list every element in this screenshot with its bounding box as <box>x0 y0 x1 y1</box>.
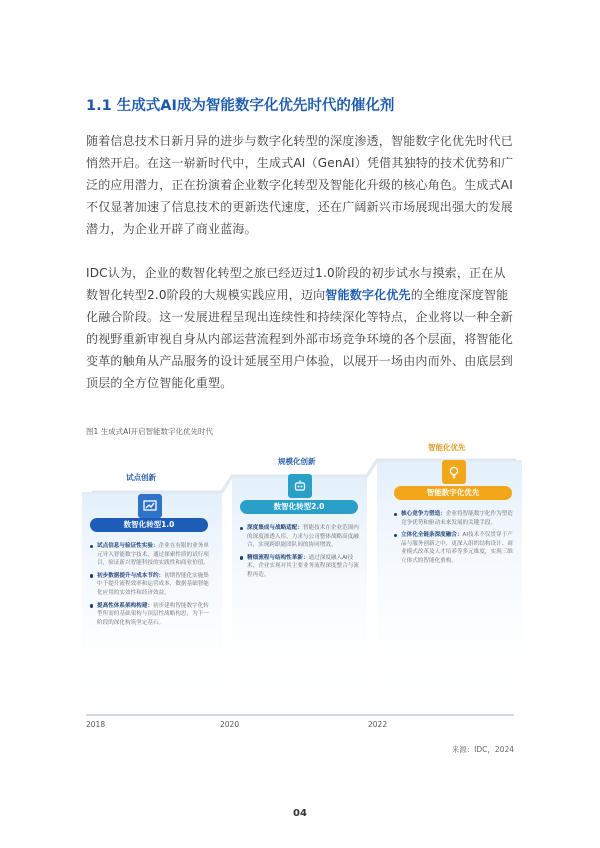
body-paragraph-2 <box>86 262 516 394</box>
stage-2-title: 数智化转型2.0 <box>240 500 358 514</box>
stage-1-bullet-1 <box>90 542 210 568</box>
bullet-text: 智能技术在企业范围内的深度渗透入库，力求与公司整体战略高度融合，实现跨职能团队间的协同增效。 <box>247 525 359 549</box>
page-number: 04 <box>293 808 307 819</box>
evolution-figure <box>82 440 522 740</box>
stage-3-bullet-1 <box>394 510 518 527</box>
stage-1-bullet-3 <box>90 602 210 628</box>
timeline-axis <box>86 714 514 716</box>
body-paragraph-1: 随着信息技术日新月异的进步与数字化转型的深度渗透，智能数字化优先时代已悄然开启。在这一崭新时代中，生成式AI（GenAI）凭借其独特的技术优势和广泛的应用潜力，正在扮演着企业数字化转型及智能化升级的核心角色。生成式AI不仅显著加速了信息技术的更新迭代速度，还在广阔新兴市场展现出强大的发展潜力，为企业开辟了商业蓝海。 <box>86 134 514 236</box>
paragraph-2-highlight: 智能数字化优先 <box>325 288 411 302</box>
paragraph-2-text-before: IDC认为，企业的数智化转型之旅已经迈过1.0阶段的初步试水与摸索，正在从数智化转型2.0阶段的大规模实践应用，迈向 <box>86 266 506 302</box>
stage-1-title: 数智化转型1.0 <box>90 518 208 532</box>
bullet-text: 企业将智能数字化作为塑造竞争优势和驱动未来发展的关键手段。 <box>401 511 513 526</box>
stage-2-bullet-1 <box>240 524 364 550</box>
chart-icon <box>138 494 162 518</box>
stage-3-bullet-2 <box>394 531 518 565</box>
bullet-text: 初期智能化实施集中于提升流程效率和运营成本，数据基础智能化应用的实效性和经济效益。 <box>97 572 209 596</box>
paragraph-2-text-after: 的全维度深度智能化融合阶段。这一发展进程呈现出连续性和持续深化等特点，企业将以一种全新的视野重新审视自身从内部运营流程到外部市场竞争环境的各个层面，将智能化变革的触角从产品服务的设计延展至用户体验，以展开一场由内而外、由底层到顶层的全方位智能化重塑。 <box>86 288 514 390</box>
stage-1-tag: 试点创新 <box>126 473 156 482</box>
stage-3-bullets <box>394 510 518 570</box>
stage-1-bullet-2 <box>90 572 210 598</box>
figure-caption: 图1 生成式AI开启智能数字化优先时代 <box>86 427 213 436</box>
robot-icon <box>288 474 312 498</box>
stage-3-tag: 智能化优先 <box>428 443 466 452</box>
bullet-text: AI技术不仅贯穿于产品与服务创新之中，更深入组织结构设计、商业模式改革及人才培养等多元维度，实现三维立体式的智能化重构。 <box>401 532 513 564</box>
year-label-2018: 2018 <box>86 720 106 729</box>
bulb-icon <box>442 460 466 484</box>
stage-2-bullet-2 <box>240 554 364 580</box>
bullet-title: 深度集成与战略适配： <box>247 525 303 531</box>
bullet-text: 初步建构智能数字化转型所需的基础架构与顶层性战略构思，为下一阶段的深化构筑坚定基石。 <box>97 602 209 626</box>
stage-2-bullets <box>240 524 364 584</box>
year-label-2020: 2020 <box>220 720 240 729</box>
bullet-title: 立体化全链条深度融合： <box>401 532 463 539</box>
bullet-title: 试点信息与验证性实验： <box>97 543 159 549</box>
stage-1-bullets <box>90 542 210 631</box>
section-heading: 1.1 生成式AI成为智能数字化优先时代的催化剂 <box>86 98 395 114</box>
bullet-title: 核心竞争力塑造： <box>401 511 446 517</box>
figure-source: 来源：IDC，2024 <box>451 745 514 754</box>
bullet-title: 提高性体系架构构建： <box>97 602 153 609</box>
bullet-text: 企业在有限的业务单元导入智能数字技术，通过探索性质的试行项目，验证新兴智能科技的实践性和商业价值。 <box>97 543 209 567</box>
bullet-title: 初步数据提升与成本节约： <box>97 572 165 579</box>
stage-2-tag: 规模化创新 <box>278 457 316 466</box>
bullet-text: 通过深度融入AI技术，企业实现对其主要业务流程深度整合与流程再造。 <box>247 554 359 578</box>
stage-3-title: 智能数字化优先 <box>394 486 512 500</box>
bullet-title: 精细流程与结构性革新： <box>247 554 309 561</box>
year-label-2022: 2022 <box>368 720 388 729</box>
